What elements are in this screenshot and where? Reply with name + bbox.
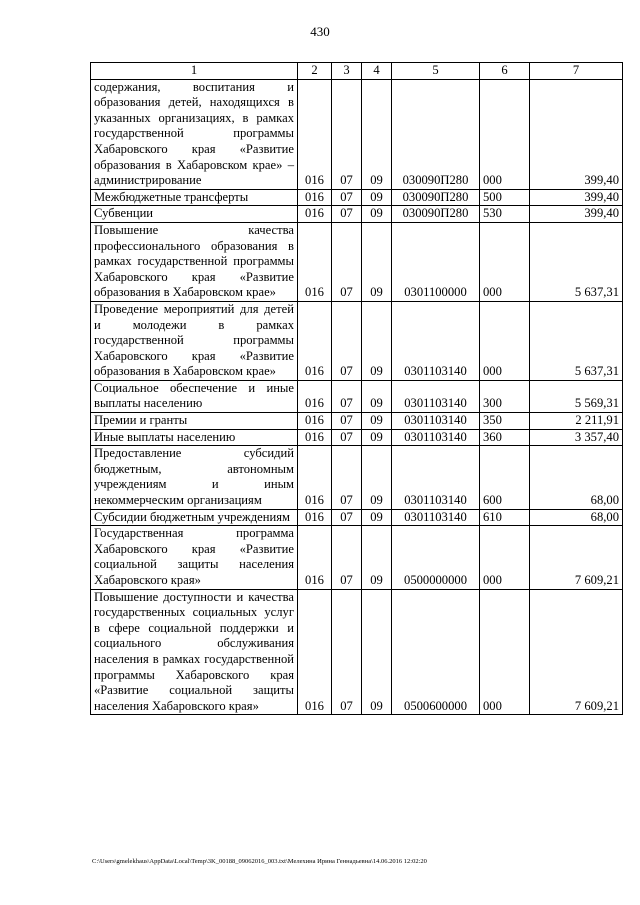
ministry-code: 016 (298, 222, 332, 301)
amount: 5 637,31 (530, 301, 623, 380)
expense-type-code: 600 (480, 446, 530, 509)
ministry-code: 016 (298, 413, 332, 430)
amount: 7 609,21 (530, 526, 623, 589)
ministry-code: 016 (298, 589, 332, 715)
target-code: 0301103140 (392, 446, 480, 509)
column-header: 2 (298, 63, 332, 80)
section-code: 07 (332, 222, 362, 301)
section-code: 07 (332, 413, 362, 430)
subsection-code: 09 (362, 413, 392, 430)
table-row (91, 526, 623, 589)
table-row (91, 222, 623, 301)
amount: 68,00 (530, 446, 623, 509)
section-code: 07 (332, 446, 362, 509)
target-code: 0301103140 (392, 301, 480, 380)
table-row (91, 429, 623, 446)
amount: 7 609,21 (530, 589, 623, 715)
file-path-footer: C:\Users\gmelekhaus\AppData\Local\Temp\3K_00188_09062016_003.txt\Мелехина Ирина Геннадьевна\14.06.2016 12:02:20 (92, 858, 427, 865)
row-name: Субсидии бюджетным учреждениям (91, 509, 298, 526)
amount: 2 211,91 (530, 413, 623, 430)
amount: 5 637,31 (530, 222, 623, 301)
row-name: Проведение мероприятий для детей и молодежи в рамках государственной программы Хабаровского края «Развитие образования в Хабаровском крае» (91, 301, 298, 380)
expense-type-code: 300 (480, 380, 530, 412)
ministry-code: 016 (298, 206, 332, 223)
target-code: 030090П280 (392, 79, 480, 189)
column-header: 7 (530, 63, 623, 80)
amount: 5 569,31 (530, 380, 623, 412)
row-name: Премии и гранты (91, 413, 298, 430)
expense-type-code: 350 (480, 413, 530, 430)
column-header: 6 (480, 63, 530, 80)
section-code: 07 (332, 380, 362, 412)
amount: 68,00 (530, 509, 623, 526)
ministry-code: 016 (298, 429, 332, 446)
target-code: 0500600000 (392, 589, 480, 715)
subsection-code: 09 (362, 79, 392, 189)
ministry-code: 016 (298, 526, 332, 589)
amount: 399,40 (530, 79, 623, 189)
ministry-code: 016 (298, 189, 332, 206)
expense-type-code: 610 (480, 509, 530, 526)
subsection-code: 09 (362, 589, 392, 715)
expense-type-code: 360 (480, 429, 530, 446)
subsection-code: 09 (362, 206, 392, 223)
expense-type-code: 000 (480, 79, 530, 189)
subsection-code: 09 (362, 380, 392, 412)
section-code: 07 (332, 526, 362, 589)
column-header: 3 (332, 63, 362, 80)
target-code: 0500000000 (392, 526, 480, 589)
subsection-code: 09 (362, 509, 392, 526)
row-name: содержания, воспитания и образования детей, находящихся в указанных организациях, в рамках государственной программы Хабаровского края «Развитие образования в Хабаровском крае» – администрирование (91, 79, 298, 189)
header-row (91, 63, 623, 80)
table-row (91, 189, 623, 206)
ministry-code: 016 (298, 79, 332, 189)
subsection-code: 09 (362, 446, 392, 509)
amount: 399,40 (530, 189, 623, 206)
subsection-code: 09 (362, 526, 392, 589)
subsection-code: 09 (362, 189, 392, 206)
table-row (91, 589, 623, 715)
ministry-code: 016 (298, 446, 332, 509)
budget-table (90, 62, 623, 715)
subsection-code: 09 (362, 222, 392, 301)
table-row (91, 509, 623, 526)
target-code: 030090П280 (392, 189, 480, 206)
expense-type-code: 000 (480, 526, 530, 589)
section-code: 07 (332, 509, 362, 526)
table-row (91, 79, 623, 189)
page-number: 430 (310, 24, 330, 39)
row-name: Предоставление субсидий бюджетным, автономным учреждениям и иным некоммерческим организациям (91, 446, 298, 509)
section-code: 07 (332, 79, 362, 189)
section-code: 07 (332, 189, 362, 206)
target-code: 0301103140 (392, 429, 480, 446)
row-name: Повышение доступности и качества государственных социальных услуг в сфере социальной поддержки и социального обслуживания населения в рамках государственной программы Хабаровского края «Развитие социальной защиты населения Хабаровского края» (91, 589, 298, 715)
section-code: 07 (332, 589, 362, 715)
row-name: Межбюджетные трансферты (91, 189, 298, 206)
subsection-code: 09 (362, 429, 392, 446)
expense-type-code: 500 (480, 189, 530, 206)
table-row (91, 446, 623, 509)
target-code: 0301103140 (392, 380, 480, 412)
row-name: Повышение качества профессионального образования в рамках государственной программы Хабаровского края «Развитие образования в Хабаровском крае» (91, 222, 298, 301)
column-header: 1 (91, 63, 298, 80)
column-header: 5 (392, 63, 480, 80)
target-code: 0301103140 (392, 509, 480, 526)
target-code: 0301103140 (392, 413, 480, 430)
expense-type-code: 000 (480, 222, 530, 301)
row-name: Социальное обеспечение и иные выплаты населению (91, 380, 298, 412)
table-row (91, 380, 623, 412)
section-code: 07 (332, 429, 362, 446)
table-row (91, 413, 623, 430)
ministry-code: 016 (298, 301, 332, 380)
expense-type-code: 000 (480, 301, 530, 380)
expense-type-code: 000 (480, 589, 530, 715)
expense-type-code: 530 (480, 206, 530, 223)
table-row (91, 206, 623, 223)
row-name: Иные выплаты населению (91, 429, 298, 446)
row-name: Субвенции (91, 206, 298, 223)
subsection-code: 09 (362, 301, 392, 380)
section-code: 07 (332, 301, 362, 380)
section-code: 07 (332, 206, 362, 223)
ministry-code: 016 (298, 509, 332, 526)
target-code: 0301100000 (392, 222, 480, 301)
row-name: Государственная программа Хабаровского края «Развитие социальной защиты населения Хабаровского края» (91, 526, 298, 589)
column-header: 4 (362, 63, 392, 80)
target-code: 030090П280 (392, 206, 480, 223)
ministry-code: 016 (298, 380, 332, 412)
amount: 399,40 (530, 206, 623, 223)
amount: 3 357,40 (530, 429, 623, 446)
table-row (91, 301, 623, 380)
